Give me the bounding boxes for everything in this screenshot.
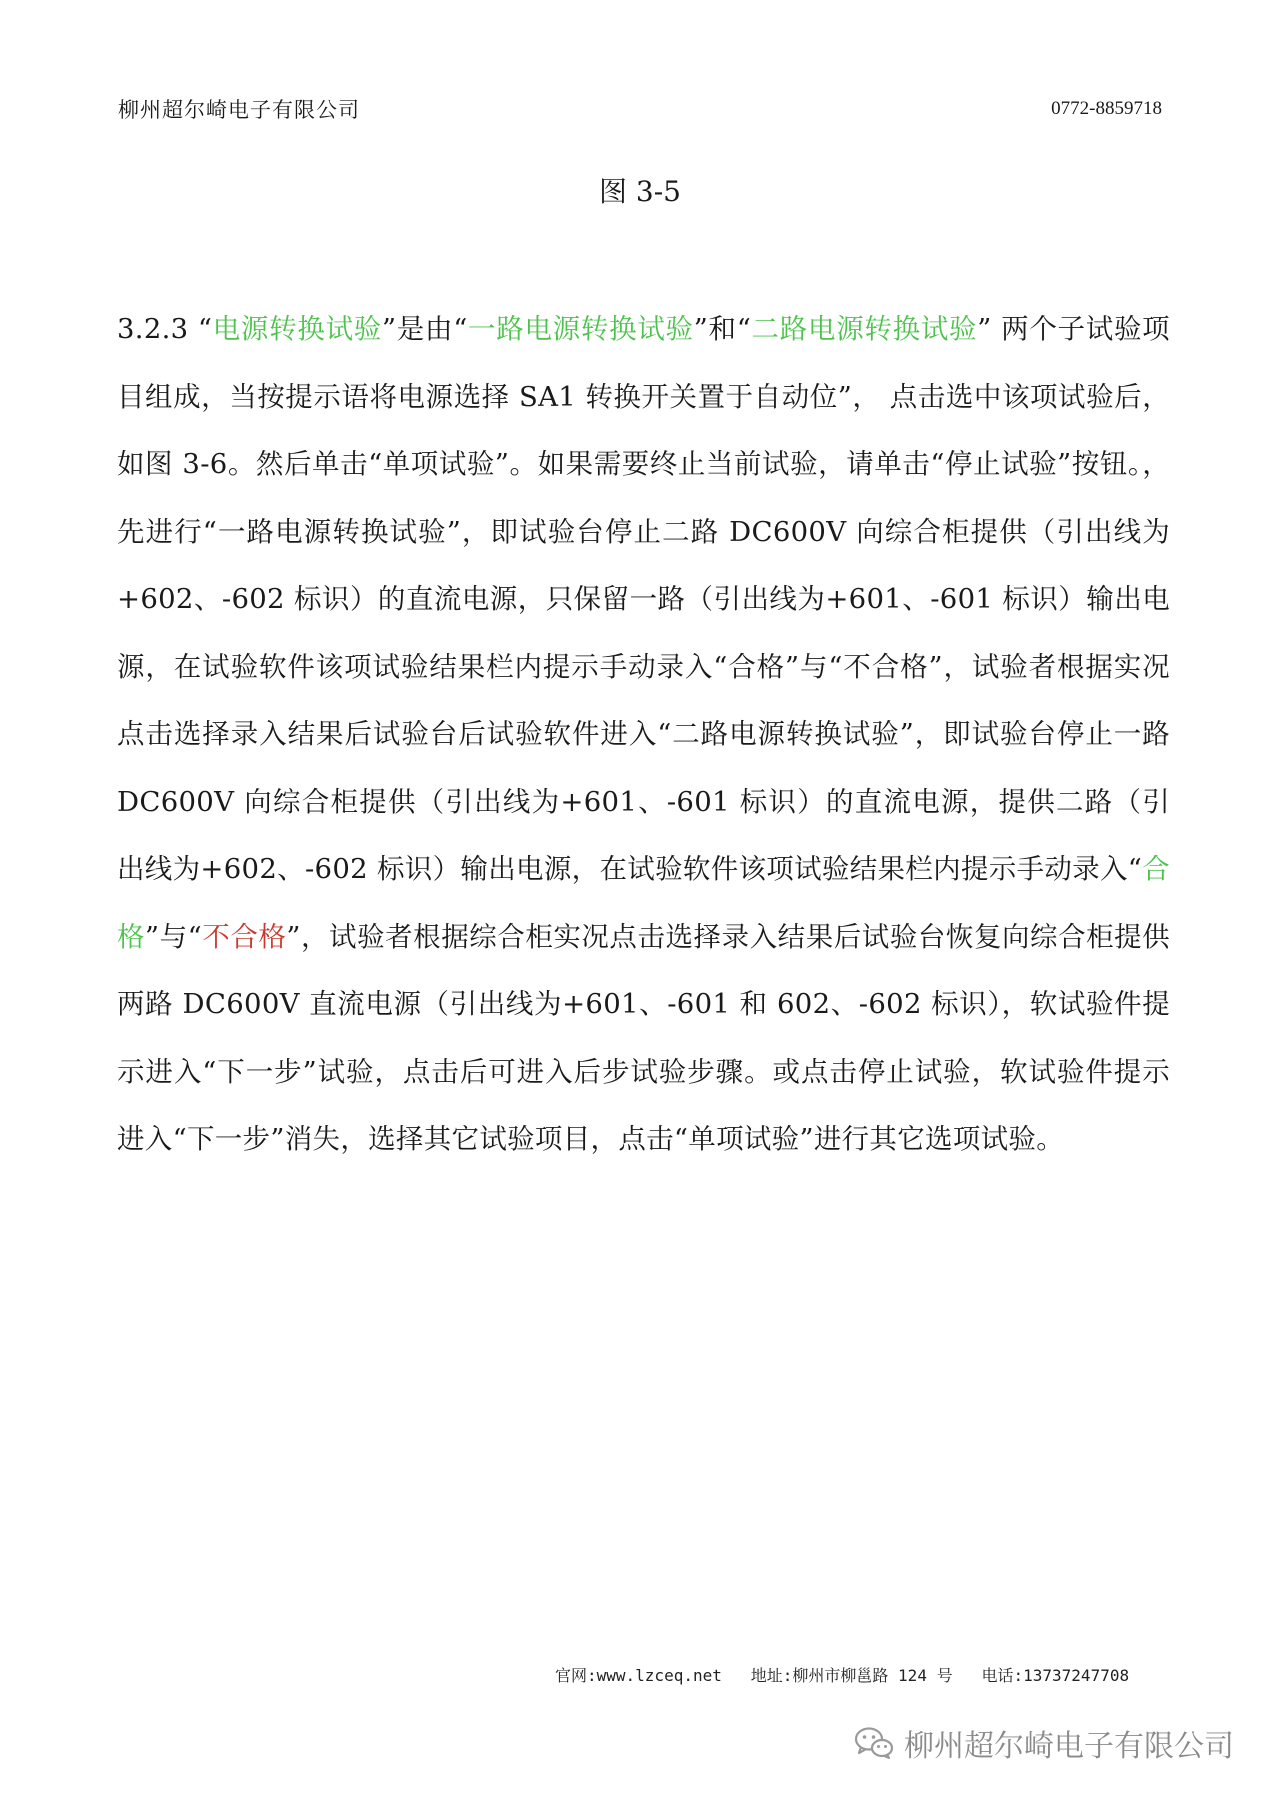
para-segment: ” 两个子试验项目组成，当按提示语将电源选择 SA1 转换开关置于自动位”， 点击选中该项试验后，如图 3-6。然后单击“单项试验”。如果需要终止当前试验，请单击“停止试验”按钮。，先进行“一路电源转换试验”，即试验台停止二路 DC600V 向综合柜提供（引出线为+602、-602 标识）的直流电源，只保留一路（引出线为+601、-601 标识）输出电源，在试验软件该项试验结果栏内提示手动录入“合格”与“不合格”，试验者根据实况点击选择录入结果后试验台后试验软件进入“二路电源转换试验”，即试验台停止一路 DC600V 向综合柜提供（引出线为+601、-601 标识）的直流电源，提供二路（引出线为+602、-602 标识）输出电源，在试验软件该项试验结果栏内提示手动录入“ bbox=[117, 313, 1170, 885]
watermark bbox=[854, 1721, 1234, 1765]
watermark-text: 柳州超尔崎电子有限公司 bbox=[904, 1729, 1234, 1764]
para-segment: ”是由“ bbox=[382, 313, 468, 345]
highlight-line1-switch-test: 一路电源转换试验 bbox=[467, 313, 694, 345]
para-segment: ”和“ bbox=[693, 313, 752, 345]
header-company: 柳州超尔崎电子有限公司 bbox=[118, 98, 360, 122]
highlight-fail: 不合格 bbox=[202, 920, 287, 953]
highlight-line2-switch-test: 二路电源转换试验 bbox=[751, 313, 978, 345]
highlight-pass: 合格 bbox=[117, 853, 1170, 953]
figure-caption: 图 3-5 bbox=[599, 175, 681, 208]
wechat-icon bbox=[854, 1726, 894, 1760]
header-phone: 0772-8859718 bbox=[1051, 98, 1162, 119]
footer-website[interactable]: 官网:www.lzceq.net bbox=[555, 1666, 722, 1685]
body-paragraph bbox=[117, 296, 1170, 1174]
para-segment: 3.2.3 “ bbox=[117, 313, 213, 345]
para-segment: ”，试验者根据综合柜实况点击选择录入结果后试验台恢复向综合柜提供两路 DC600V 直流电源（引出线为+601、-601 和 602、-602 标识），软试验件提示进入“下一步”试验，点击后可进入后步试验步骤。或点击停止试验，软试验件提示进入“下一步”消失，选择其它试验项目，点击“单项试验”进行其它选项试验。 bbox=[117, 920, 1170, 1155]
highlight-power-switch-test: 电源转换试验 bbox=[212, 313, 383, 345]
footer bbox=[555, 1663, 1129, 1686]
para-segment: ”与“ bbox=[145, 920, 203, 953]
footer-tel: 电话:13737247708 bbox=[981, 1666, 1130, 1685]
footer-address: 地址:柳州市柳邕路 124 号 bbox=[750, 1666, 953, 1685]
